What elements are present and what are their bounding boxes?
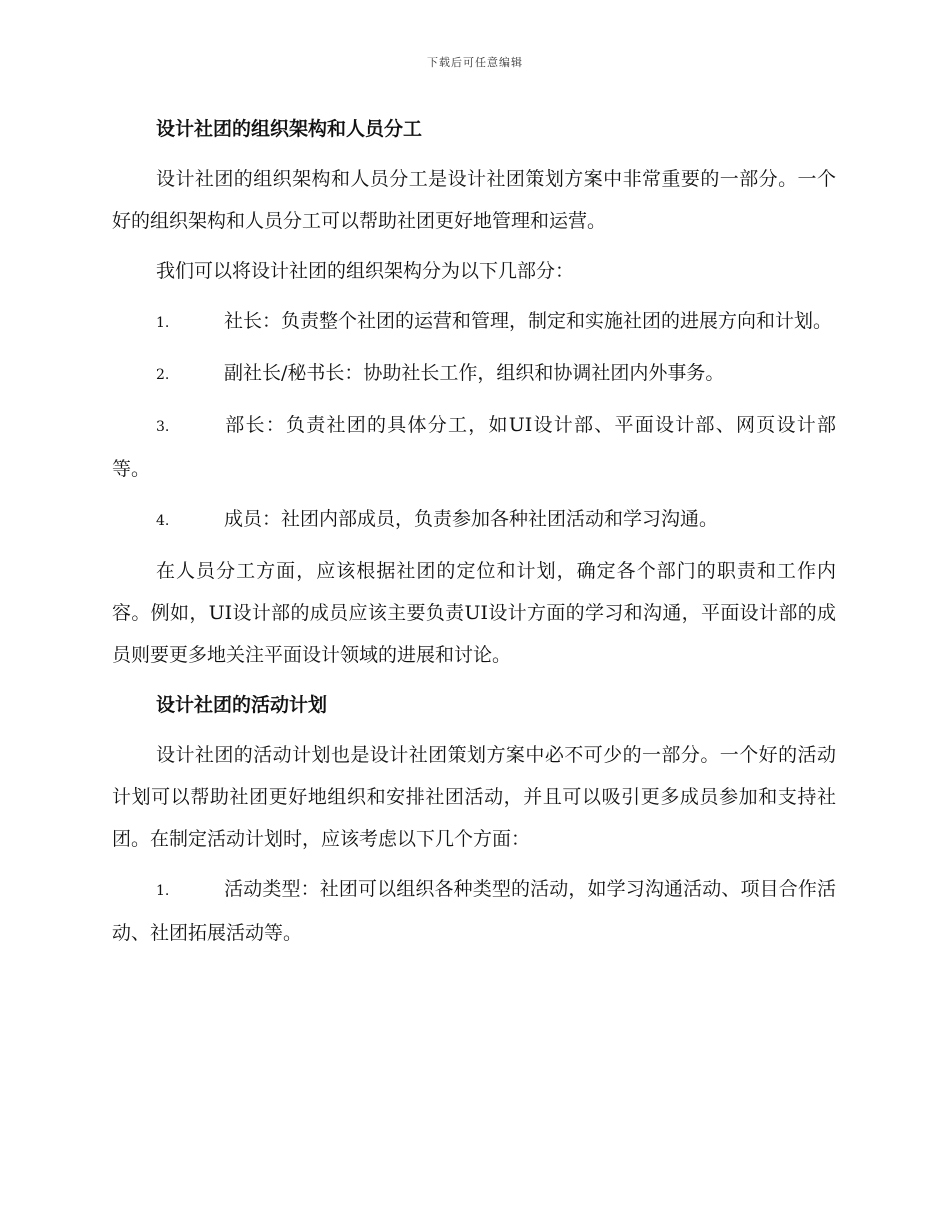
document-body: [112, 108, 836, 954]
list-text: 部长：负责社团的具体分工，如UI设计部、平面设计部、网页设计部等。: [112, 414, 836, 480]
paragraph: 设计社团的组织架构和人员分工是设计社团策划方案中非常重要的一部分。一个好的组织架构和人员分工可以帮助社团更好地管理和运营。: [112, 168, 836, 232]
list-text: 成员：社团内部成员，负责参加各种社团活动和学习沟通。: [224, 508, 719, 530]
list-item: [112, 300, 836, 344]
paragraph: 设计社团的活动计划也是设计社团策划方案中必不可少的一部分。一个好的活动计划可以帮助社团更好地组织和安排社团活动，并且可以吸引更多成员参加和支持社团。在制定活动计划时，应该考虑以下几个方面：: [112, 744, 836, 850]
list-number: 2.: [156, 367, 170, 383]
list-text: 副社长/秘书长：协助社长工作，组织和协调社团内外事务。: [224, 362, 725, 384]
list-number: 4.: [156, 513, 170, 529]
list-number: 1.: [156, 883, 170, 899]
section-heading-activity-plan: 设计社团的活动计划: [156, 694, 328, 716]
list-text: 活动类型：社团可以组织各种类型的活动，如学习沟通活动、项目合作活动、社团拓展活动等。: [112, 878, 836, 944]
list-item: [112, 868, 836, 954]
list-item: [112, 404, 836, 490]
page-header: 下载后可任意编辑: [427, 56, 523, 69]
list-item: [112, 352, 836, 396]
list-text: 社长：负责整个社团的运营和管理，制定和实施社团的进展方向和计划。: [224, 310, 833, 332]
section-heading-organization: 设计社团的组织架构和人员分工: [156, 118, 423, 140]
paragraph: 在人员分工方面，应该根据社团的定位和计划，确定各个部门的职责和工作内容。例如，UI设计部的成员应该主要负责UI设计方面的学习和沟通，平面设计部的成员则要更多地关注平面设计领域的进展和讨论。: [112, 560, 836, 666]
list-item: [112, 498, 836, 542]
list-number: 1.: [156, 315, 170, 331]
list-number: 3.: [156, 419, 170, 435]
paragraph: 我们可以将设计社团的组织架构分为以下几部分：: [156, 260, 575, 282]
